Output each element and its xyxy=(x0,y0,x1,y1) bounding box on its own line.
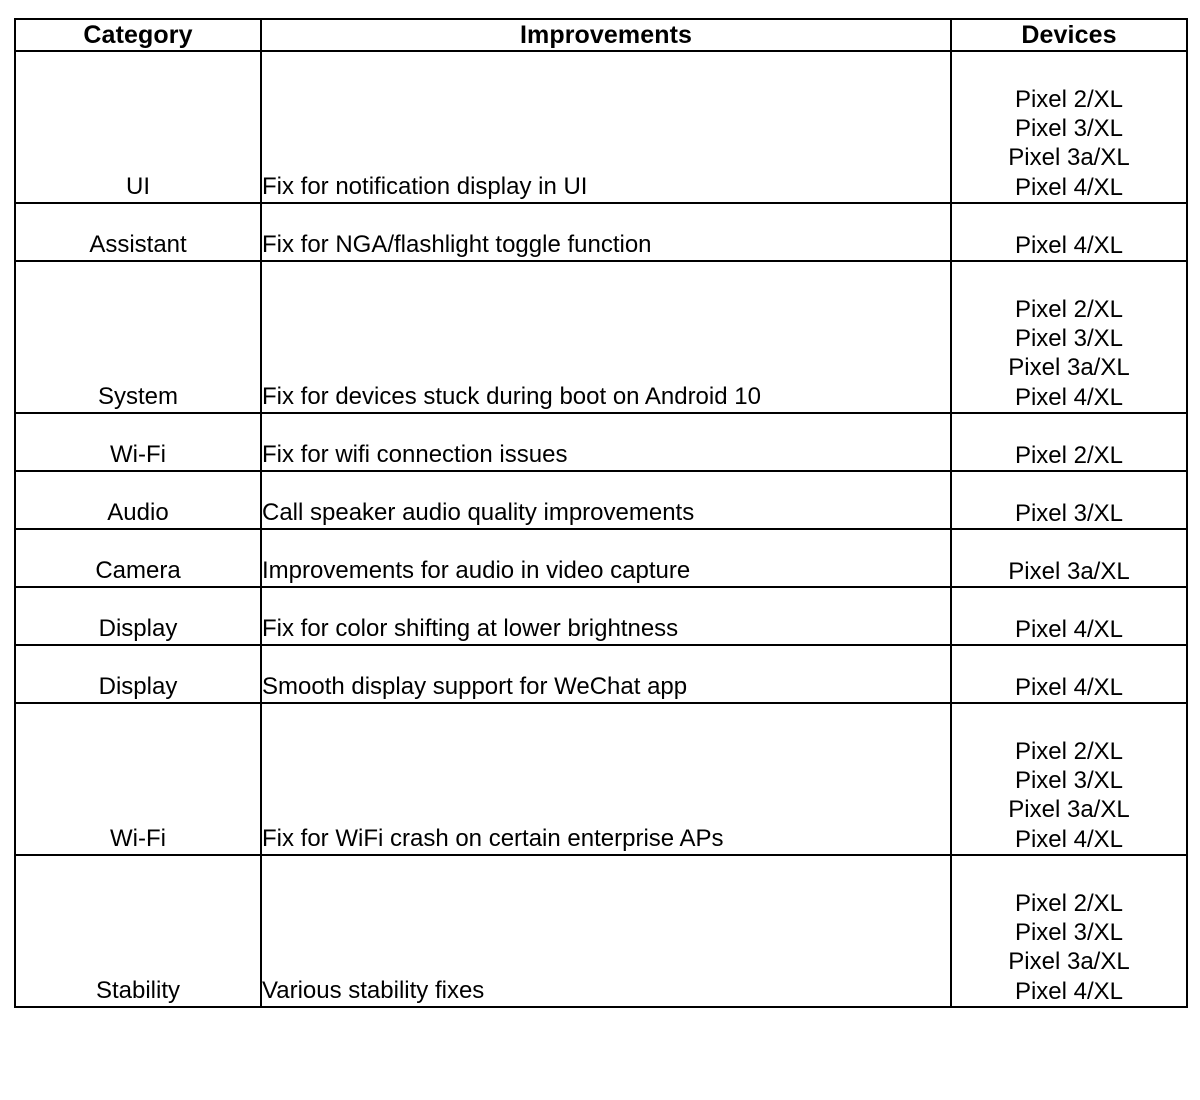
device-label: Pixel 2/XL xyxy=(1014,295,1124,323)
device-label: Pixel 3/XL xyxy=(1014,499,1124,527)
table-row xyxy=(15,203,1187,261)
cell-improvement: Smooth display support for WeChat app xyxy=(261,645,951,703)
cell-category: Display xyxy=(15,587,261,645)
cell-category: System xyxy=(15,261,261,413)
table-header xyxy=(15,19,1187,51)
device-label: Pixel 4/XL xyxy=(1014,615,1124,643)
cell-category: Stability xyxy=(15,855,261,1007)
cell-improvement: Improvements for audio in video capture xyxy=(261,529,951,587)
cell-improvement: Fix for notification display in UI xyxy=(261,51,951,203)
cell-devices xyxy=(951,855,1187,1007)
table-row xyxy=(15,587,1187,645)
cell-improvement: Fix for wifi connection issues xyxy=(261,413,951,471)
device-label: Pixel 4/XL xyxy=(1014,173,1124,201)
cell-category: Wi-Fi xyxy=(15,703,261,855)
device-label: Pixel 3a/XL xyxy=(1008,796,1130,824)
device-label: Pixel 3/XL xyxy=(1014,767,1124,795)
cell-devices xyxy=(951,51,1187,203)
cell-devices xyxy=(951,645,1187,703)
cell-devices xyxy=(951,703,1187,855)
improvements-table xyxy=(14,18,1188,1008)
device-label: Pixel 3a/XL xyxy=(1008,948,1130,976)
device-label: Pixel 2/XL xyxy=(1014,441,1124,469)
cell-improvement: Fix for NGA/flashlight toggle function xyxy=(261,203,951,261)
cell-devices xyxy=(951,413,1187,471)
cell-devices xyxy=(951,471,1187,529)
cell-category: Camera xyxy=(15,529,261,587)
table-row xyxy=(15,645,1187,703)
cell-category: UI xyxy=(15,51,261,203)
table-row xyxy=(15,51,1187,203)
device-label: Pixel 3/XL xyxy=(1014,919,1124,947)
table-row xyxy=(15,261,1187,413)
cell-improvement: Fix for devices stuck during boot on Android 10 xyxy=(261,261,951,413)
cell-improvement: Fix for color shifting at lower brightness xyxy=(261,587,951,645)
column-header-devices: Devices xyxy=(951,19,1187,51)
table-row xyxy=(15,529,1187,587)
device-label: Pixel 4/XL xyxy=(1014,231,1124,259)
cell-category: Wi-Fi xyxy=(15,413,261,471)
device-label: Pixel 4/XL xyxy=(1014,977,1124,1005)
device-label: Pixel 3a/XL xyxy=(1008,557,1130,585)
cell-devices xyxy=(951,261,1187,413)
column-header-category: Category xyxy=(15,19,261,51)
cell-category: Assistant xyxy=(15,203,261,261)
table-row xyxy=(15,855,1187,1007)
column-header-improvements: Improvements xyxy=(261,19,951,51)
device-label: Pixel 4/XL xyxy=(1014,673,1124,701)
device-label: Pixel 4/XL xyxy=(1014,383,1124,411)
table-row xyxy=(15,413,1187,471)
device-label: Pixel 2/XL xyxy=(1014,889,1124,917)
device-label: Pixel 3a/XL xyxy=(1008,144,1130,172)
device-label: Pixel 3/XL xyxy=(1014,115,1124,143)
cell-devices xyxy=(951,529,1187,587)
device-label: Pixel 3/XL xyxy=(1014,325,1124,353)
cell-devices xyxy=(951,203,1187,261)
table-body xyxy=(15,51,1187,1007)
table-row xyxy=(15,703,1187,855)
device-label: Pixel 3a/XL xyxy=(1008,354,1130,382)
device-label: Pixel 4/XL xyxy=(1014,825,1124,853)
cell-devices xyxy=(951,587,1187,645)
device-label: Pixel 2/XL xyxy=(1014,737,1124,765)
cell-improvement: Call speaker audio quality improvements xyxy=(261,471,951,529)
cell-improvement: Various stability fixes xyxy=(261,855,951,1007)
device-label: Pixel 2/XL xyxy=(1014,85,1124,113)
table-row xyxy=(15,471,1187,529)
cell-category: Audio xyxy=(15,471,261,529)
table-header-row xyxy=(15,19,1187,51)
cell-improvement: Fix for WiFi crash on certain enterprise APs xyxy=(261,703,951,855)
cell-category: Display xyxy=(15,645,261,703)
